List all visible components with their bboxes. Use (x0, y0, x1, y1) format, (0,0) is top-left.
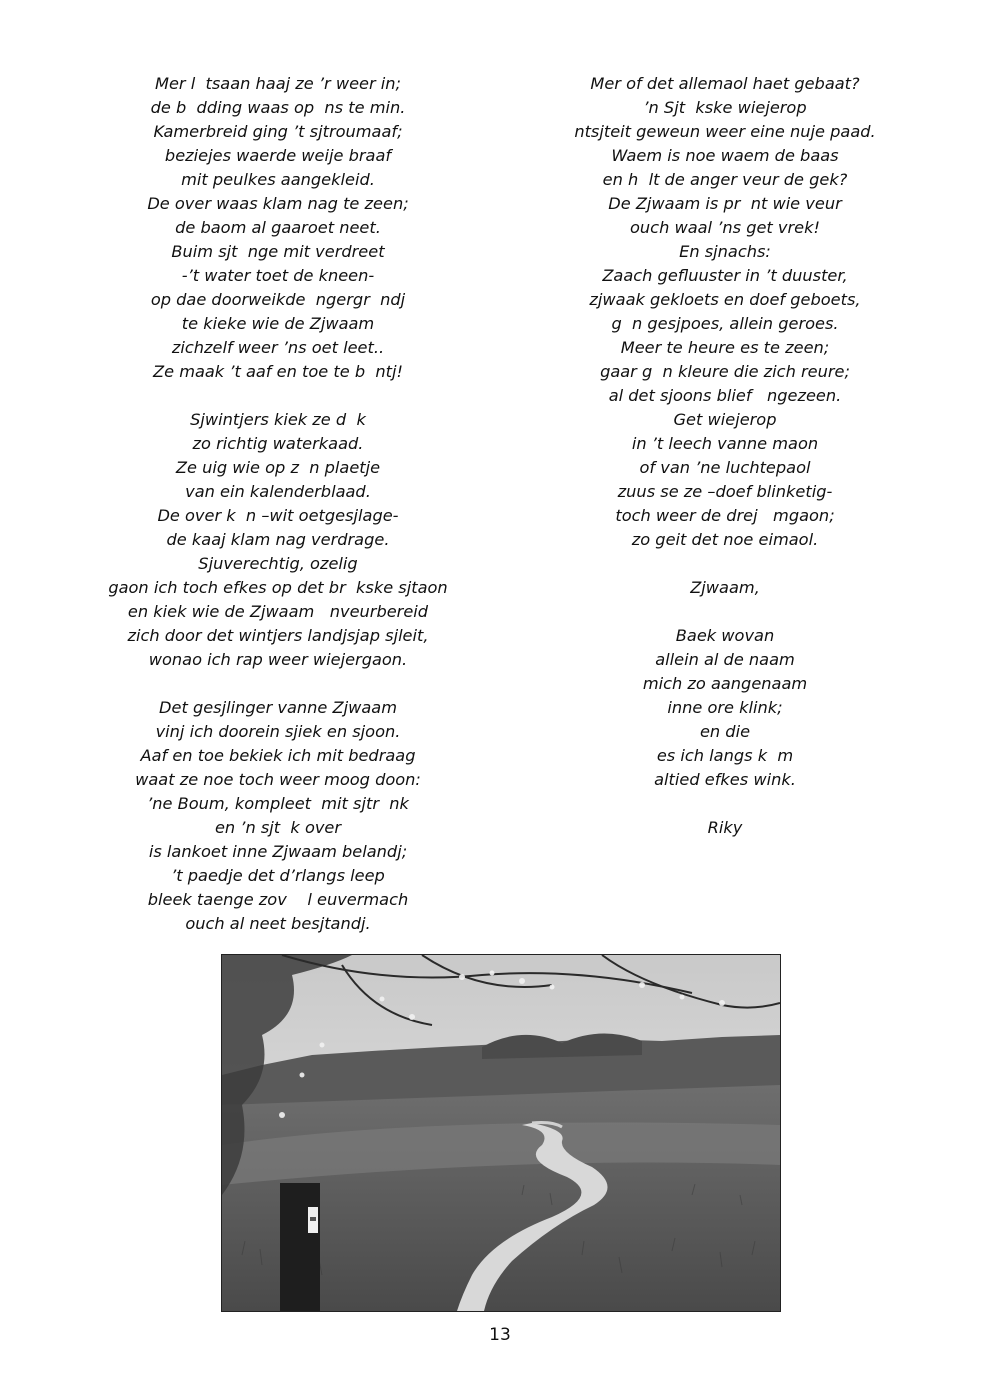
poem-line: allein al de naam (655, 650, 795, 669)
poem-line: de kaaj klam nag verdrage. (166, 530, 390, 549)
poem-line: de baom al gaaroet neet. (175, 218, 381, 237)
poem-line: Riky (707, 818, 743, 837)
poem-line: te kieke wie de Zjwaam (181, 314, 375, 333)
poem-line: altied efkes wink. (654, 770, 796, 789)
poem-line: zichzelf weer ’ns oet leet.. (171, 338, 385, 357)
poem-line (540, 792, 910, 816)
poem-line: En sjnachs: (679, 242, 771, 261)
poem-line: es ich langs k m (656, 746, 794, 765)
poem-line: in ’t leech vanne maon (631, 434, 819, 453)
poem-line (98, 384, 458, 408)
poem-line: Sjuverechtig, ozelig (198, 554, 358, 573)
poem-line: Det gesjlinger vanne Zjwaam (159, 698, 397, 717)
poem-line: en die (699, 722, 751, 741)
poem-line: en kiek wie de Zjwaam nveurbereid (127, 602, 429, 621)
poem-line: en ’n sjt k over (214, 818, 342, 837)
poem-line (540, 600, 910, 624)
poem-line (540, 552, 910, 576)
page-number: 13 (489, 1325, 511, 1345)
poem-line: ’n Sjt kske wiejerop (643, 98, 807, 117)
poem-line: ouch waal ’ns get vrek! (630, 218, 820, 237)
poem-line: de b dding waas op ns te min. (150, 98, 406, 117)
poem-line: Get wiejerop (673, 410, 777, 429)
poem-left-column (98, 72, 458, 936)
poem-line: Ze uig wie op z n plaetje (175, 458, 381, 477)
poem-line: en h lt de anger veur de gek? (602, 170, 848, 189)
poem-line: inne ore klink; (667, 698, 783, 717)
poem-line: mich zo aangenaam (642, 674, 808, 693)
poem-line: Kamerbreid ging ’t sjtroumaaf; (153, 122, 403, 141)
poem-line: g n gesjpoes, allein geroes. (611, 314, 839, 333)
poem-line: Zjwaam, (690, 578, 760, 597)
poem-line (98, 672, 458, 696)
poem-line: is lankoet inne Zjwaam belandj; (148, 842, 408, 861)
poem-line: zjwaak gekloets en doef geboets, (589, 290, 861, 309)
poem-line: Mer of det allemaol haet gebaat? (590, 74, 860, 93)
poem-line: of van ’ne luchtepaol (639, 458, 811, 477)
poem-line: van ein kalenderblaad. (185, 482, 371, 501)
poem-right-column (540, 72, 910, 840)
poem-line: ouch al neet besjtandj. (185, 914, 371, 933)
poem-line: ntsjteit geweun weer eine nuje paad. (574, 122, 876, 141)
poem-line: ’ne Boum, kompleet mit sjtr nk (147, 794, 409, 813)
poem-line: waat ze noe toch weer moog doon: (135, 770, 421, 789)
poem-line: mit peulkes aangekleid. (181, 170, 375, 189)
poem-line: Mer l tsaan haaj ze ’r weer in; (155, 74, 401, 93)
poem-line: gaon ich toch efkes op det br kske sjtaon (108, 578, 448, 597)
poem-line: Sjwintjers kiek ze d k (190, 410, 366, 429)
poem-line: Waem is noe waem de baas (611, 146, 839, 165)
poem-line: -’t water toet de kneen- (181, 266, 375, 285)
poem-line: Zaach gefluuster in ’t duuster, (602, 266, 848, 285)
landscape-photo (221, 954, 781, 1312)
poem-line: zuus se ze –doef blinketig- (617, 482, 833, 501)
poem-line: wonao ich rap weer wiejergaon. (148, 650, 408, 669)
poem-line: bleek taenge zov l euvermach (147, 890, 409, 909)
poem-line: al det sjoons blief ngezeen. (608, 386, 842, 405)
poem-line: toch weer de drej mgaon; (615, 506, 835, 525)
poem-line: vinj ich doorein sjiek en sjoon. (155, 722, 401, 741)
poem-line: ’t paedje det d’rlangs leep (171, 866, 385, 885)
poem-line: gaar g n kleure die zich reure; (600, 362, 850, 381)
poem-line: De Zjwaam is pr nt wie veur (608, 194, 842, 213)
poem-line: beziejes waerde weije braaf (164, 146, 392, 165)
poem-line: Buim sjt nge mit verdreet (171, 242, 385, 261)
poem-line: zich door det wintjers landjsjap sjleit, (127, 626, 429, 645)
poem-line: op dae doorweikde ngergr ndj (150, 290, 406, 309)
poem-line: Aaf en toe bekiek ich mit bedraag (140, 746, 416, 765)
poem-line: Baek wovan (675, 626, 775, 645)
poem-line: De over waas klam nag te zeen; (147, 194, 409, 213)
poem-line: zo richtig waterkaad. (192, 434, 364, 453)
poem-line: Ze maak ’t aaf en toe te b ntj! (153, 362, 403, 381)
poem-line: De over k n –wit oetgesjlage- (157, 506, 399, 525)
poem-line: zo geit det noe eimaol. (631, 530, 819, 549)
poem-line: Meer te heure es te zeen; (620, 338, 830, 357)
